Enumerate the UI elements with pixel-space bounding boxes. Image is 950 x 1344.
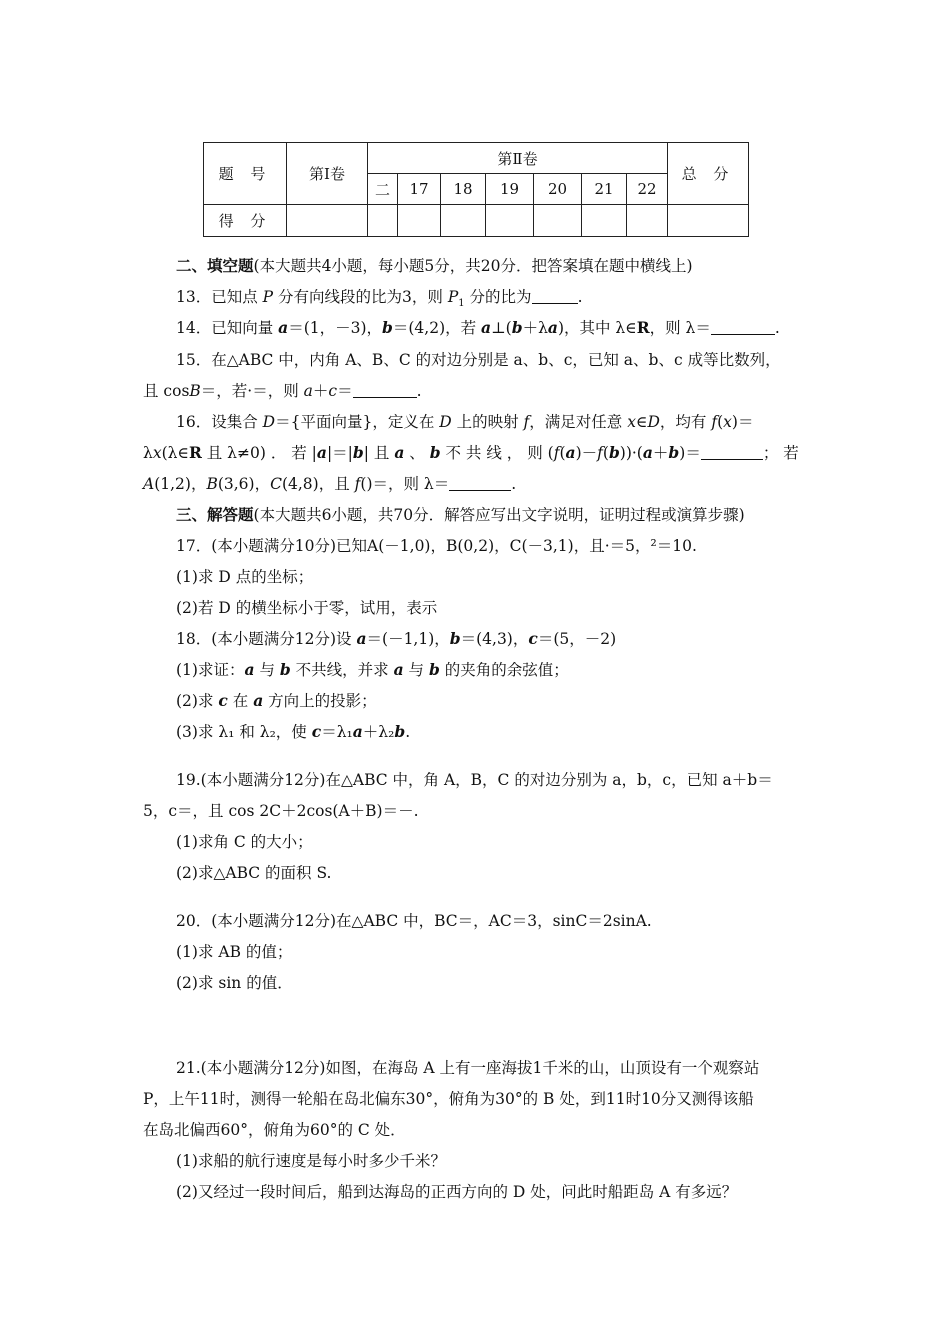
col-cell: 20 [534, 174, 582, 205]
col-cell: 22 [627, 174, 668, 205]
col-cell: 17 [398, 174, 441, 205]
part2-cell: 第Ⅱ卷 [368, 143, 668, 174]
question-20-part2: (2)求 sin 的值． [176, 974, 293, 992]
answer-blank[interactable] [711, 320, 775, 335]
answer-blank[interactable] [701, 445, 763, 460]
score-blank-cell[interactable] [398, 205, 441, 237]
question-21-line2: P，上午11时，测得一轮船在岛北偏东30°，俯角为30°的 B 处，到11时10分又测得该船 [143, 1090, 754, 1108]
question-21-line3: 在岛北偏西60°，俯角为60°的 C 处． [143, 1121, 406, 1139]
score-blank-cell[interactable] [486, 205, 534, 237]
score-blank-cell[interactable] [668, 205, 749, 237]
question-18-stem: 18．(本小题满分12分)设 a＝(－1,1)，b＝(4,3)，c＝(5，－2) [176, 629, 617, 648]
question-21-part2: (2)又经过一段时间后，船到达海岛的正西方向的 D 处，问此时船距岛 A 有多远？ [176, 1183, 738, 1201]
total-cell: 总 分 [668, 143, 749, 205]
question-17-stem: 17．(本小题满分10分)已知A(－1,0)，B(0,2)，C(－3,1)，且·＝5，²＝10. [176, 537, 697, 555]
col-cell: 21 [582, 174, 627, 205]
col-cell: 二 [368, 174, 398, 205]
question-15-line1: 15．在△ABC 中，内角 A、B、C 的对边分别是 a、b、c，已知 a、b、c 成等比数列， [176, 351, 781, 369]
question-16-line2: λx(λ∈R 且 λ≠0) ． 若 |a|＝|b| 且 a 、 b 不 共 线 ， 则 (f(a)－f(b))·(a＋b)＝ ； 若 [143, 443, 799, 462]
score-table [203, 142, 749, 237]
score-blank-cell[interactable] [441, 205, 486, 237]
score-blank-cell[interactable] [627, 205, 668, 237]
question-18-part3: (3)求 λ₁ 和 λ₂，使 c＝λ₁a＋λ₂b. [176, 722, 411, 741]
score-label-cell: 得 分 [204, 205, 287, 237]
score-blank-cell[interactable] [368, 205, 398, 237]
question-16-line1: 16．设集合 D＝{平面向量}，定义在 D 上的映射 f，满足对任意 x∈D，均有 f(x)＝ [176, 413, 754, 431]
question-17-part2: (2)若 D 的横坐标小于零，试用，表示 [176, 599, 438, 617]
row-header-cell: 题 号 [204, 143, 287, 205]
part1-cell: 第Ⅰ卷 [287, 143, 368, 205]
score-blank-cell[interactable] [287, 205, 368, 237]
question-20-part1: (1)求 AB 的值； [176, 943, 293, 961]
answer-blank[interactable] [353, 383, 417, 398]
question-19-line2: 5，c＝，且 cos 2C＋2cos(A＋B)＝－. [143, 802, 419, 820]
score-blank-cell[interactable] [582, 205, 627, 237]
section2-heading: 二、填空题(本大题共4小题，每小题5分，共20分．把答案填在题中横线上) [176, 256, 693, 275]
question-18-part2: (2)求 c 在 a 方向上的投影； [176, 691, 377, 710]
question-13: 13．已知点 P 分有向线段的比为3，则 $P_1$ 分的比为 . [176, 288, 583, 310]
col-cell: 18 [441, 174, 486, 205]
section3-heading: 三、解答题(本大题共6小题，共70分．解答应写出文字说明，证明过程或演算步骤) [176, 505, 745, 524]
question-19-part1: (1)求角 C 的大小； [176, 833, 313, 851]
col-cell: 19 [486, 174, 534, 205]
question-17-part1: (1)求 D 点的坐标； [176, 568, 314, 586]
question-19-line1: 19.(本小题满分12分)在△ABC 中，角 A，B，C 的对边分别为 a，b，c，已知 a＋b＝ [176, 771, 773, 789]
question-21-part1: (1)求船的航行速度是每小时多少千米？ [176, 1152, 446, 1170]
score-blank-cell[interactable] [534, 205, 582, 237]
question-18-part1: (1)求证：a 与 b 不共线，并求 a 与 b 的夹角的余弦值； [176, 660, 569, 679]
answer-blank[interactable] [449, 476, 511, 491]
question-15-line2: 且 cosB＝，若·＝，则 a＋c＝ . [143, 382, 422, 400]
question-19-part2: (2)求△ABC 的面积 S. [176, 864, 332, 882]
answer-blank[interactable] [532, 289, 578, 304]
question-20-stem: 20．(本小题满分12分)在△ABC 中，BC＝，AC＝3，sinC＝2sinA. [176, 912, 652, 930]
question-21-line1: 21.(本小题满分12分)如图，在海岛 A 上有一座海拔1千米的山，山顶设有一个观察站 [176, 1059, 760, 1077]
question-16-line3: A(1,2)，B(3,6)，C(4,8)，且 f()＝，则 λ＝ . [143, 475, 517, 493]
question-14: 14．已知向量 a＝(1，－3)，b＝(4,2)，若 a⊥(b＋λa)，其中 λ∈R，则 λ＝ . [176, 318, 780, 337]
